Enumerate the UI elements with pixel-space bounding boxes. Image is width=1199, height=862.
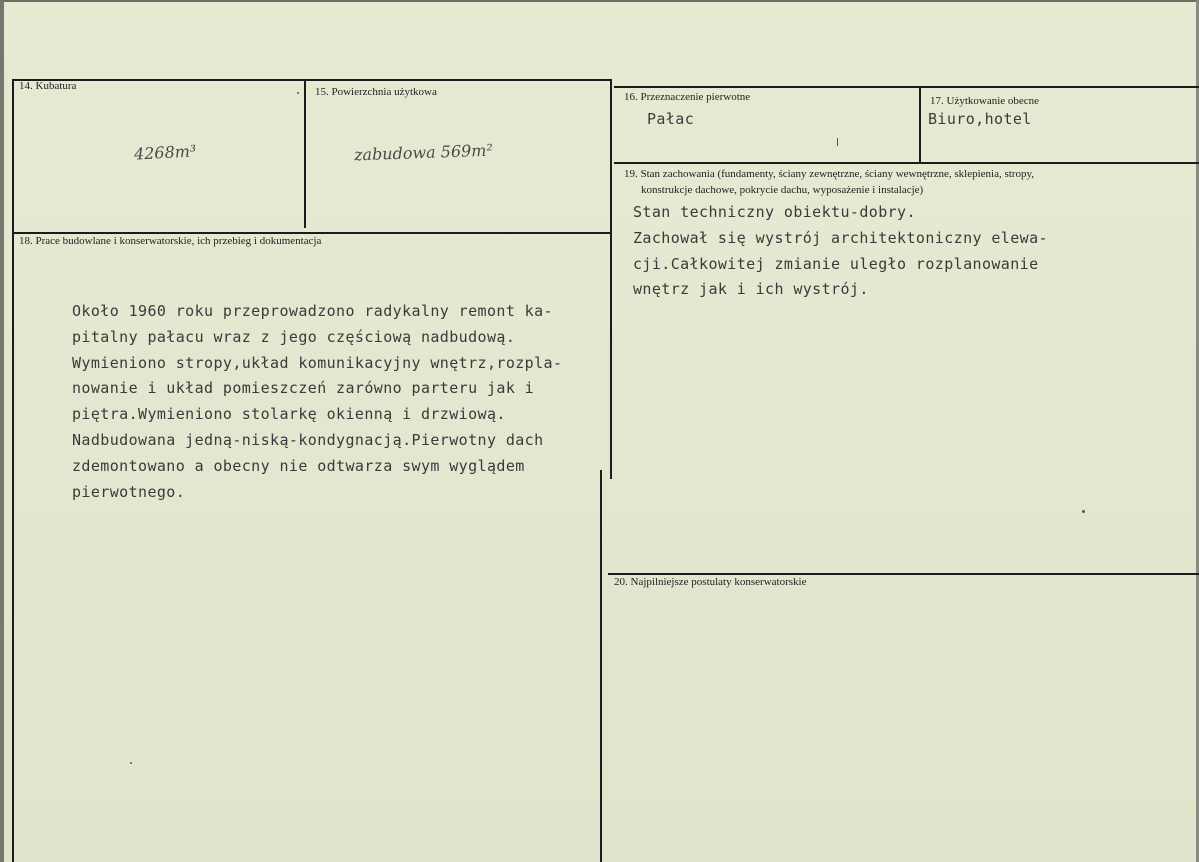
center-divider-lower [600,470,602,862]
field-18-line: pitalny pałacu wraz z jego częściową nadbudową. [72,327,516,346]
field-15-value: zabudowa 569m² [353,140,494,165]
field-18-line: Wymieniono stropy,układ komunikacyjny wnętrz,rozpla- [72,353,563,372]
field-14-value: 4268m³ [133,141,197,164]
field-18-top-line [12,232,610,234]
field-19-text [633,200,1048,303]
divider-14-15 [304,79,306,228]
field-19-label-line1: 19. Stan zachowania (fundamenty, ściany zewnętrzne, ściany wewnętrzne, sklepienia, stropy, [624,168,1035,180]
field-18-line: piętra.Wymieniono stolarkę okienną i drzwiową. [72,405,506,424]
field-19-line: cji.Całkowitej zmianie uległo rozplanowanie [633,254,1039,273]
card-top-edge [0,0,1199,2]
field-14-label: 14. Kubatura [19,80,77,92]
field-17-value: Biuro,hotel [928,110,1032,128]
row-top-line-left [12,79,610,81]
field-18-line: Nadbudowana jedną-niską-kondygnacją.Pierwotny dach [72,430,544,449]
field-19-line: wnętrz jak i ich wystrój. [633,280,869,299]
field-18-line: zdemontowano a obecny nie odtwarza swym wyglądem [72,456,525,475]
left-border-line [12,79,14,862]
field-20-top-line [608,573,1199,575]
field-15-label: 15. Powierzchnia użytkowa [315,86,437,98]
field-19-line: Stan techniczny obiektu-dobry. [633,203,916,221]
field-19-line: Zachował się wystrój architektoniczny elewa- [633,228,1048,247]
field-18-line: Około 1960 roku przeprowadzono radykalny remont ka- [72,302,553,320]
field-18-line: nowanie i układ pomieszczeń zarówno parteru jak i [72,379,535,398]
field-19-label-line2: konstrukcje dachowe, pokrycie dachu, wyposażenie i instalacje) [641,184,924,196]
paper-speck [837,138,838,146]
field-18-line: pierwotnego. [72,482,186,501]
paper-speck [297,92,299,94]
card-left-edge [0,0,4,862]
field-19-top-line [614,162,1199,164]
field-17-label: 17. Użytkowanie obecne [930,95,1040,107]
paper-speck [130,762,132,764]
field-18-text [72,299,562,505]
field-20-label: 20. Najpilniejsze postulaty konserwatorskie [614,576,807,588]
center-divider-upper [610,79,612,479]
row-top-line-right [614,86,1199,88]
field-16-label: 16. Przeznaczenie pierwotne [624,91,751,103]
field-16-value: Pałac [647,110,695,128]
field-18-label: 18. Prace budowlane i konserwatorskie, ich przebieg i dokumentacja [19,235,322,247]
divider-16-17 [919,86,921,163]
paper-speck [1082,510,1085,513]
